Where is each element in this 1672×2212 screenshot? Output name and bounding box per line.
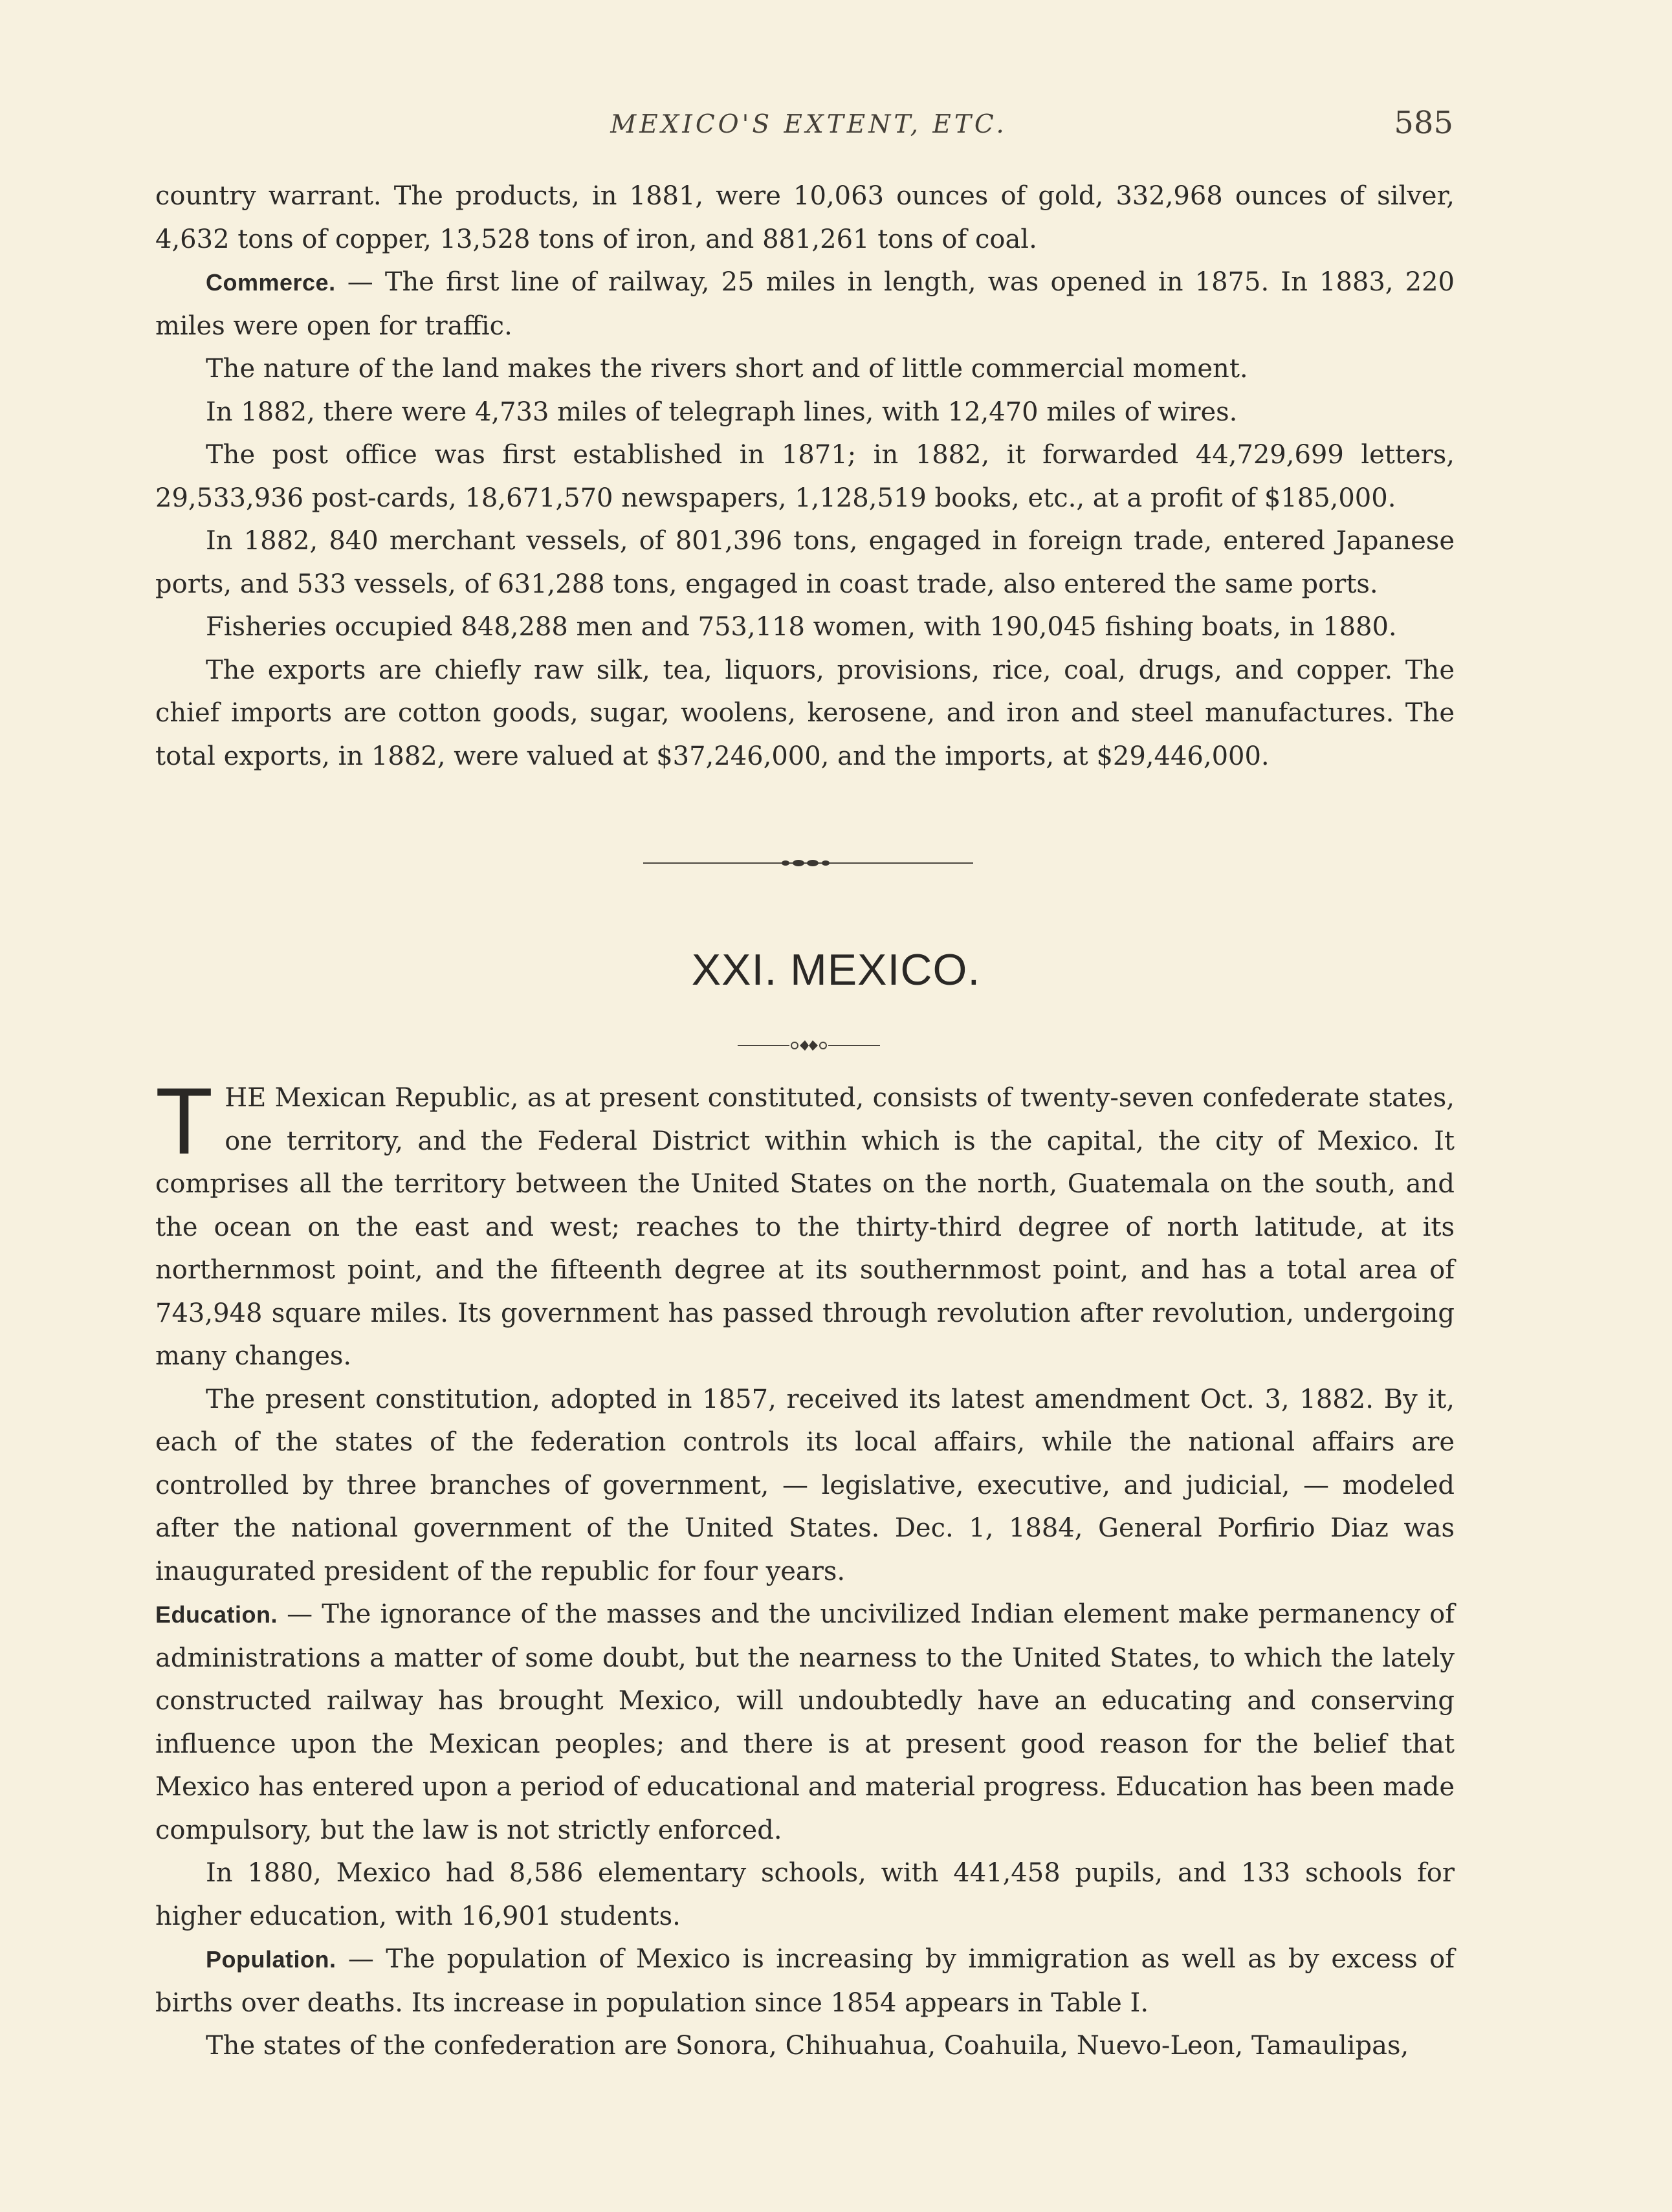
first-word: HE [225, 1083, 267, 1113]
paragraph-commerce [155, 261, 1455, 347]
chapter-title: XXI. MEXICO. [691, 945, 981, 994]
paragraph-schools: In 1880, Mexico had 8,586 elementary schools, with 441,458 pupils, and 133 schools for higher education, with 16,901 students. [155, 1858, 1455, 1931]
paragraph-post-office: The post office was first established in 1871; in 1882, it forwarded 44,729,699 letters, 29,533,936 post-cards, 18,671,570 newspapers, 1,128,519 books, etc., at a profit of $185,000. [155, 440, 1455, 513]
title-ornament [738, 1036, 880, 1055]
paragraph-merchant-vessels: In 1882, 840 merchant vessels, of 801,396 tons, engaged in foreign trade, entered Japanese ports, and 533 vessels, of 631,288 tons, engaged in coast trade, also entered the same ports. [155, 526, 1455, 599]
paragraph-products: country warrant. The products, in 1881, were 10,063 ounces of gold, 332,968 ounces of silver, 4,632 tons of copper, 13,528 tons of iron, and 881,261 tons of coal. [155, 181, 1455, 254]
page-number: 585 [1394, 105, 1453, 141]
paragraph-states: The states of the confederation are Sonora, Chihuahua, Coahuila, Nuevo-Leon, Tamaulipas, [206, 2031, 1409, 2061]
paragraph-republic [155, 1068, 1455, 1378]
running-head [155, 105, 1462, 150]
population-text: — The population of Mexico is increasing by immigration as well as by excess of births over deaths. Its increase in population since 1854 appears in Table I. [155, 1944, 1455, 2018]
japan-section-body [155, 175, 1455, 778]
sidehead-commerce: Commerce. [206, 269, 336, 296]
commerce-text: — The first line of railway, 25 miles in length, was opened in 1875. In 1883, 220 miles were open for traffic. [155, 267, 1455, 341]
paragraph-constitution: The present constitution, adopted in 1857, received its latest amendment Oct. 3, 1882. By it, each of the states of the federation controls its local affairs, while the national affairs are controlled by three branches of government, — legislative, executive, and judicial, — modeled after the national government of the United States. Dec. 1, 1884, General Porfirio Diaz was inaugurated president of the republic for four years. [155, 1384, 1455, 1586]
paragraph-rivers: The nature of the land makes the rivers short and of little commercial moment. [206, 354, 1248, 384]
mexico-section-body [155, 1068, 1455, 2068]
sidehead-education: Education. [155, 1601, 278, 1628]
education-text: — The ignorance of the masses and the uncivilized Indian element make permanency of administrations a matter of some doubt, but the nearness to the United States, to which the lately constructed railway has brought Mexico, will undoubtedly have an educating and conserving influence upon the Mexican peoples; and there is at present good reason for the belief that Mexico has entered upon a period of educational and material progress. Education has been made compulsory, but the law is not strictly enforced. [155, 1599, 1455, 1845]
sidehead-population: Population. [206, 1946, 336, 1973]
running-title: MEXICO'S EXTENT, ETC. [610, 110, 1007, 139]
section-divider-ornament [643, 855, 973, 871]
paragraph-education [155, 1593, 1455, 1852]
republic-text: Mexican Republic, as at present constituted, consists of twenty-seven confederate states, one territory, and the Federal District within which is the capital, the city of Mexico. It comprises all the territory between the United States on the north, Guatemala on the south, and the ocean on the east and west; reaches to the thirty-third degree of north latitude, at its northernmost point, and the fifteenth degree at its southernmost point, and has a total area of 743,948 square miles. Its government has passed through revolution after revolution, undergoing many changes. [155, 1083, 1455, 1371]
paragraph-exports: The exports are chiefly raw silk, tea, liquors, provisions, rice, coal, drugs, and copper. The chief imports are cotton goods, sugar, woolens, kerosene, and iron and steel manufactures. The total exports, in 1882, were valued at $37,246,000, and the imports, at $29,446,000. [155, 655, 1455, 771]
paragraph-telegraph: In 1882, there were 4,733 miles of telegraph lines, with 12,470 miles of wires. [206, 397, 1238, 427]
drop-cap: T [155, 1068, 214, 1174]
paragraph-population [155, 1938, 1455, 2024]
paragraph-fisheries: Fisheries occupied 848,288 men and 753,118 women, with 190,045 fishing boats, in 1880. [206, 612, 1397, 642]
